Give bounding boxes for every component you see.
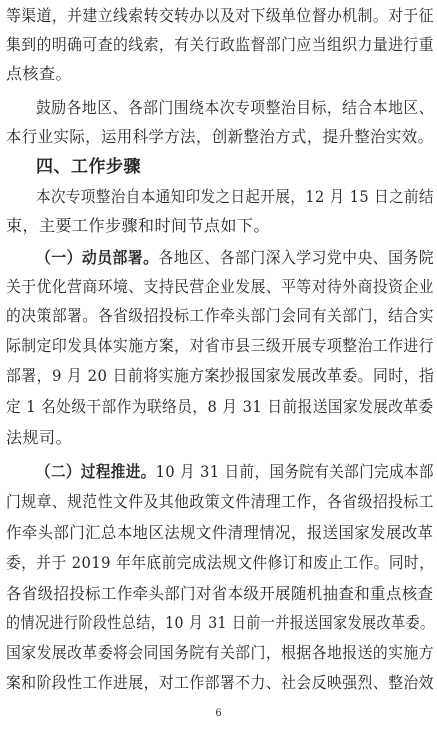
body-text-line: 部署，9 月 20 日前将实施方案抄报国家发展改革委。同时，指 — [6, 366, 435, 385]
subsection-title: （二）过程推进。 — [36, 462, 156, 481]
subsection-title: （一）动员部署。 — [36, 248, 159, 267]
body-text-line: 集到的明确可查的线索，有关行政监督部门应当组织力量进行重 — [6, 35, 435, 54]
body-text-line: 本行业实际，运用科学方法，创新整治方式，提升整治实效。 — [6, 127, 434, 146]
body-text-line: 点核查。 — [6, 64, 73, 83]
body-text-line: 案和阶段性工作进展，对工作部署不力、社会反映强烈、整治效 — [6, 673, 435, 692]
paragraph-start-line: 本次专项整治自本通知印发之日起开展，12 月 15 日之前结 — [36, 187, 434, 206]
body-text-line: 国家发展改革委将会同国务院有关部门，根据各地报送的实施方 — [6, 643, 435, 662]
subsection-line — [36, 462, 434, 482]
body-text-line: 关于优化营商环境、支持民营企业发展、平等对待外商投资企业 — [6, 277, 435, 296]
page-number: 6 — [215, 708, 222, 719]
body-text-line: 法规司。 — [6, 428, 73, 447]
body-text-line: 等渠道，并建立线索转交转办以及对下级单位督办机制。对于征 — [6, 6, 435, 25]
body-text-line: 束，主要工作步骤和时间节点如下。 — [6, 216, 271, 235]
body-text-line: 门规章、规范性文件及其他政策文件清理工作，各省级招投标工 — [6, 492, 435, 511]
body-text-line: 委，并于 2019 年年底前完成法规文件修订和废止工作。同时， — [6, 553, 435, 572]
subsection-text: 各地区、各部门深入学习党中央、国务院 — [158, 248, 435, 267]
body-text-line: 际制定印发具体实施方案，对省市县三级开展专项整治工作进行 — [6, 336, 435, 355]
body-text-line: 作牵头部门汇总本地区法规文件清理情况，报送国家发展改革 — [6, 523, 434, 542]
section-heading: 四、工作步骤 — [36, 157, 141, 177]
paragraph-start-line: 鼓励各地区、各部门围绕本次专项整治目标，结合本地区、 — [36, 98, 435, 117]
body-text-line: 各省级招投标工作牵头部门对省本级开展随机抽查和重点核查 — [6, 584, 434, 603]
subsection-line — [36, 248, 434, 268]
body-text-line: 的情况进行阶段性总结，10 月 31 日前一并报送国家发展改革委。 — [6, 613, 435, 632]
body-text-line: 的决策部署。各省级招投标工作牵头部门会同有关部门，结合实 — [6, 306, 435, 325]
body-text-line: 定 1 名处级干部作为联络员，8 月 31 日前报送国家发展改革委 — [6, 397, 434, 416]
subsection-text: 10 月 31 日前，国务院有关部门完成本部 — [155, 462, 434, 481]
